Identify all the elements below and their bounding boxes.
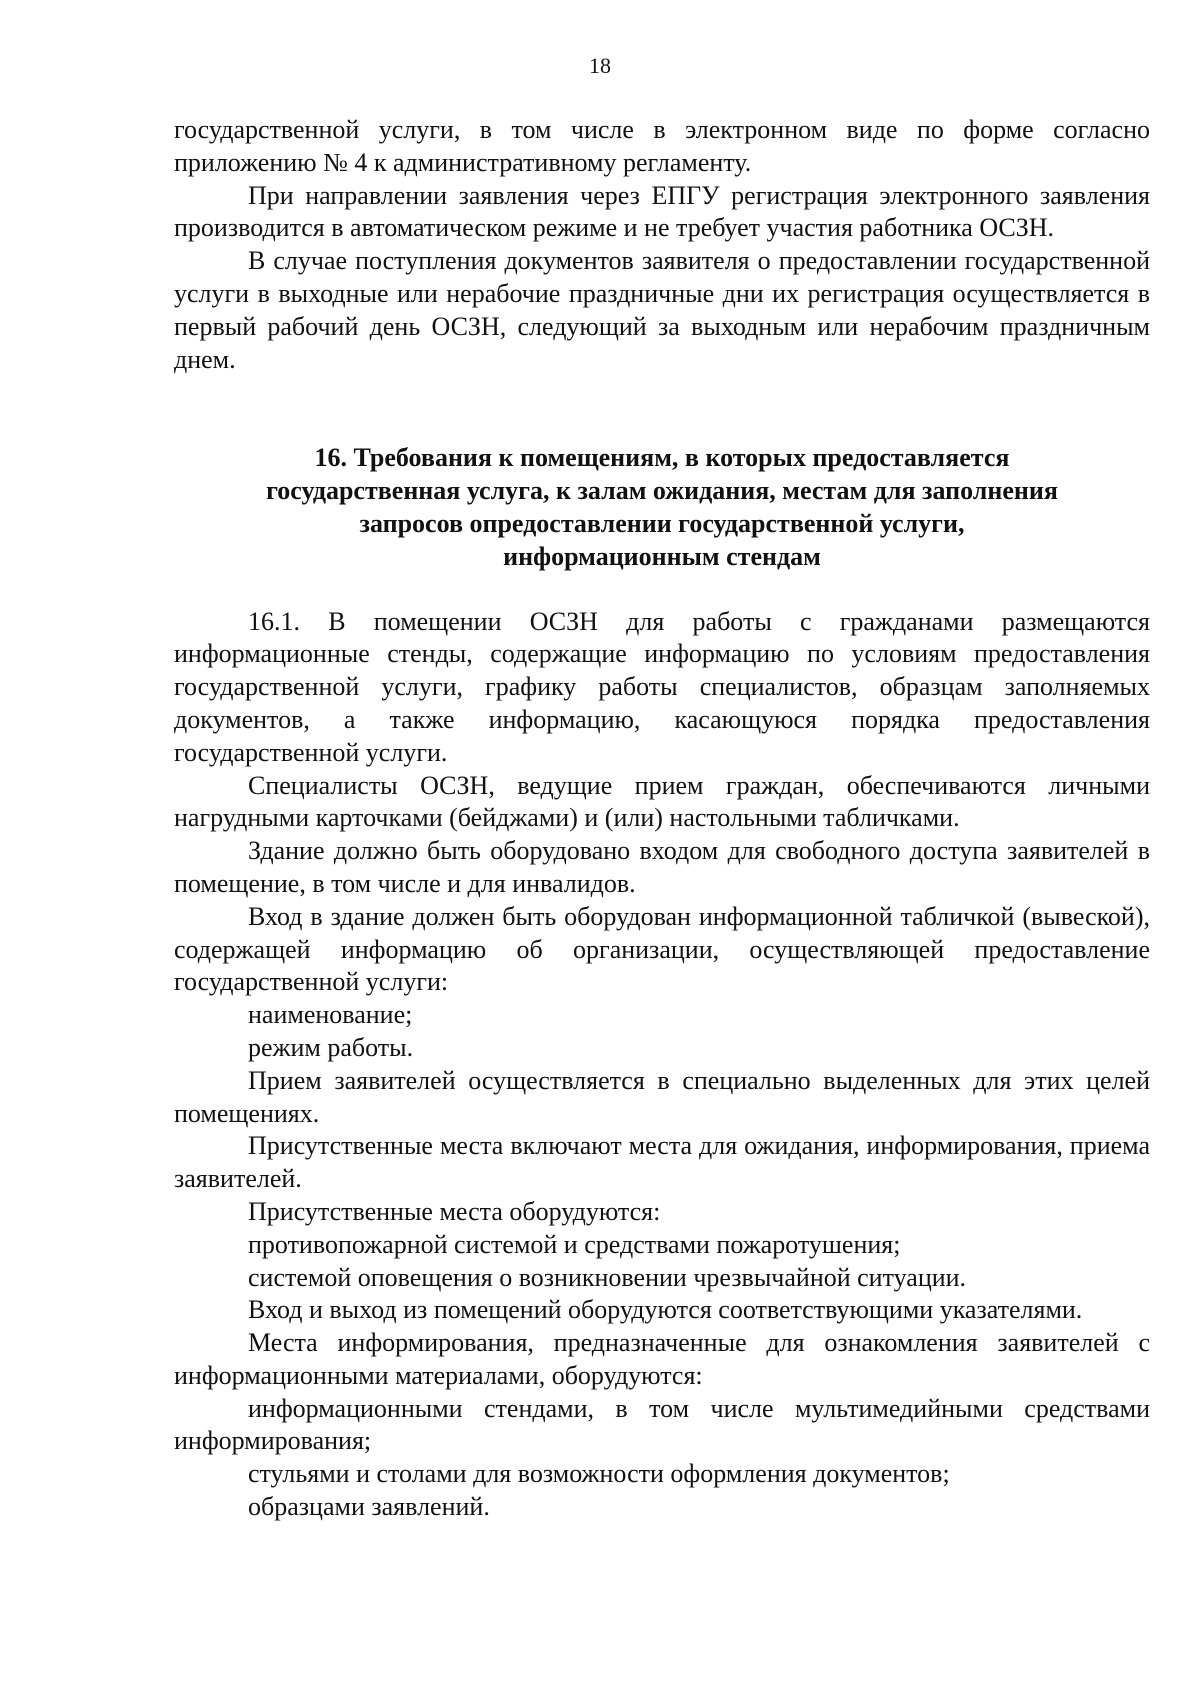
page-number: 18 [589, 53, 611, 78]
list-item: наименование; [248, 1000, 413, 1030]
page-content [174, 114, 1150, 1524]
list-item: противопожарной системой и средствами пожаротушения; [248, 1229, 901, 1259]
paragraph: Специалисты ОСЗН, ведущие прием граждан, обеспечиваются личными нагрудными карточками (бейджами) и (или) настольными табличками. [174, 770, 1150, 833]
paragraph: Места информирования, предназначенные для ознакомления заявителей с информационными материалами, оборудуются: [174, 1328, 1150, 1390]
paragraph: В случае поступления документов заявителя о предоставлении государственной услуги в выходные или нерабочие праздничные дни их регистрация осуществляется в первый рабочий день ОСЗН, следующий за выходным или нерабочим праздничным днем. [174, 246, 1150, 374]
section-heading-line: государственная услуга, к залам ожидания, местам для заполнения [266, 476, 1058, 506]
section-heading-line: 16. Требования к помещениям, в которых предоставляется [314, 443, 1010, 473]
paragraph: Здание должно быть оборудовано входом для свободного доступа заявителей в помещение, в том числе и для инвалидов. [174, 836, 1150, 898]
paragraph: Вход и выход из помещений оборудуются соответствующими указателями. [248, 1295, 1083, 1325]
section-heading [174, 442, 1150, 573]
paragraph: Прием заявителей осуществляется в специально выделенных для этих целей помещениях. [174, 1065, 1150, 1128]
list-item: режим работы. [248, 1032, 414, 1062]
list-item: стульями и столами для возможности оформления документов; [248, 1459, 950, 1489]
section-heading-line: запросов опредоставлении государственной услуги, [359, 508, 965, 538]
list-item: информационными стендами, в том числе мультимедийными средствами информирования; [174, 1393, 1150, 1456]
paragraph: 16.1. В помещении ОСЗН для работы с гражданами размещаются информационные стенды, содержащие информацию по условиям предоставления государственной услуги, графику работы специалистов, образцам заполняемых документов, а также информацию, касающуюся порядка предоставления государственной услуги. [174, 606, 1150, 767]
list-item: образцами заявлений. [248, 1492, 490, 1522]
paragraph: Присутственные места включают места для ожидания, информирования, приема заявителей. [174, 1131, 1150, 1194]
paragraph: Вход в здание должен быть оборудован информационной табличкой (вывеской), содержащей информацию об организации, осуществляющей предоставление государственной услуги: [174, 901, 1150, 997]
list-item: системой оповещения о возникновении чрезвычайной ситуации. [248, 1262, 967, 1292]
paragraph-continuation: государственной услуги, в том числе в электронном виде по форме согласно приложению № 4 к административному регламенту. [174, 115, 1150, 177]
paragraph: При направлении заявления через ЕПГУ регистрация электронного заявления производится в автоматическом режиме и не требует участия работника ОСЗН. [174, 180, 1150, 243]
paragraph: Присутственные места оборудуются: [248, 1196, 661, 1226]
section-heading-line: информационным стендам [503, 541, 821, 571]
